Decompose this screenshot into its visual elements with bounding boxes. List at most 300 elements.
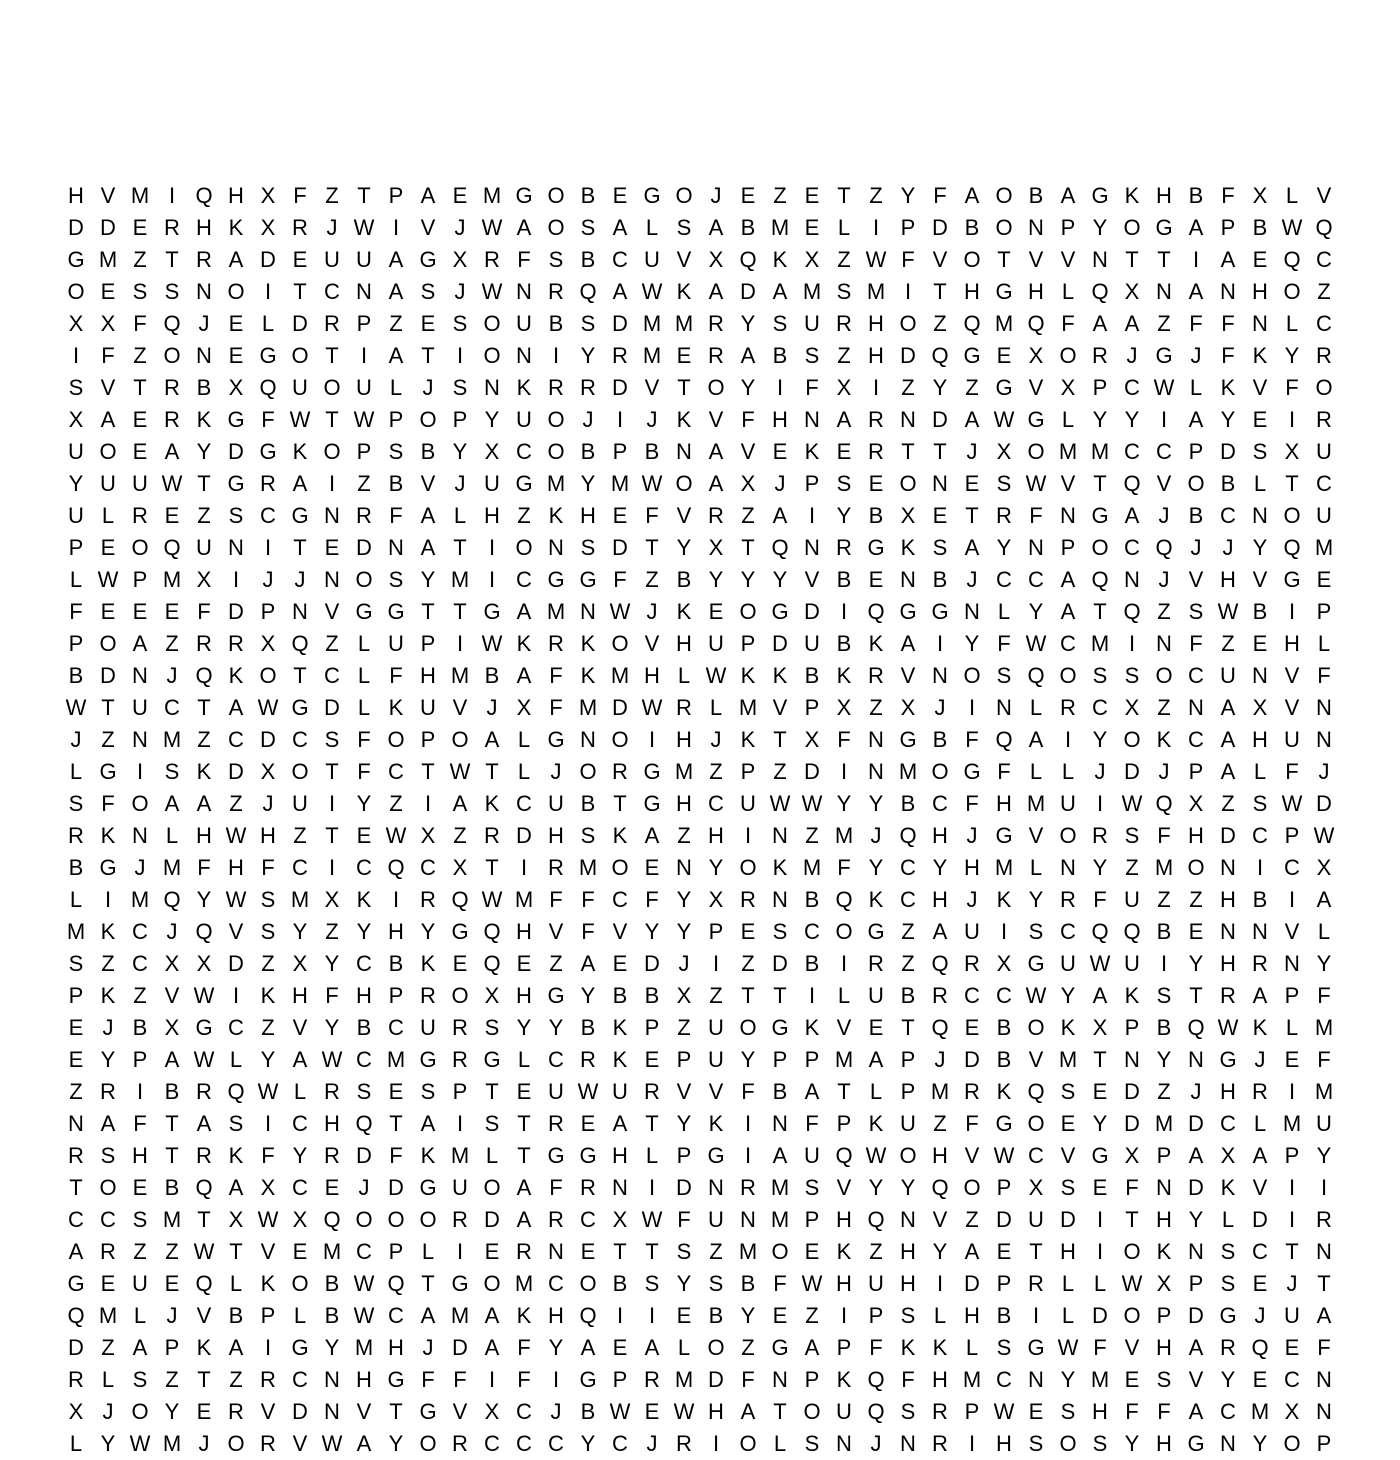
letter-cell[interactable]: S [1092, 663, 1108, 688]
letter-cell[interactable]: O [1059, 663, 1077, 688]
letter-cell[interactable]: X [1284, 1399, 1300, 1424]
letter-cell[interactable]: T [229, 1239, 243, 1264]
letter-cell[interactable]: I [488, 567, 496, 592]
letter-cell[interactable]: A [100, 407, 116, 432]
letter-cell[interactable]: O [419, 1431, 437, 1456]
letter-cell[interactable]: V [676, 503, 692, 528]
letter-cell[interactable]: O [739, 1431, 757, 1456]
letter-cell[interactable]: G [547, 1143, 565, 1168]
letter-cell[interactable]: M [578, 695, 598, 720]
letter-cell[interactable]: K [708, 1111, 724, 1136]
letter-cell[interactable]: X [708, 535, 724, 560]
letter-cell[interactable]: K [100, 983, 116, 1008]
letter-cell[interactable]: S [772, 311, 788, 336]
letter-cell[interactable]: N [1156, 1175, 1172, 1200]
letter-cell[interactable]: K [228, 1143, 244, 1168]
letter-cell[interactable]: H [324, 1111, 340, 1136]
letter-cell[interactable]: R [1316, 407, 1332, 432]
letter-cell[interactable]: H [708, 823, 724, 848]
letter-cell[interactable]: L [645, 215, 659, 240]
letter-cell[interactable]: W [1025, 631, 1047, 656]
letter-cell[interactable]: C [516, 439, 532, 464]
letter-cell[interactable]: L [1285, 183, 1299, 208]
letter-cell[interactable]: J [262, 567, 274, 592]
letter-cell[interactable]: D [1220, 823, 1236, 848]
letter-cell[interactable]: Y [1092, 407, 1108, 432]
letter-cell[interactable]: R [196, 1143, 212, 1168]
letter-cell[interactable]: Y [836, 503, 852, 528]
letter-cell[interactable]: Y [1092, 215, 1108, 240]
letter-cell[interactable]: K [772, 247, 788, 272]
letter-cell[interactable]: J [710, 183, 722, 208]
letter-cell[interactable]: F [805, 375, 819, 400]
letter-cell[interactable]: R [1252, 1079, 1268, 1104]
letter-cell[interactable]: M [770, 215, 790, 240]
letter-cell[interactable]: X [1092, 1015, 1108, 1040]
letter-cell[interactable]: I [968, 1431, 976, 1456]
letter-cell[interactable]: O [131, 791, 149, 816]
letter-cell[interactable]: P [260, 599, 276, 624]
letter-cell[interactable]: D [1092, 1303, 1108, 1328]
letter-cell[interactable]: S [804, 1431, 820, 1456]
letter-cell[interactable]: R [548, 631, 564, 656]
letter-cell[interactable]: S [996, 663, 1012, 688]
letter-cell[interactable]: C [548, 1271, 564, 1296]
letter-cell[interactable]: O [1283, 1431, 1301, 1456]
letter-cell[interactable]: T [165, 247, 179, 272]
letter-cell[interactable]: R [580, 375, 596, 400]
letter-cell[interactable]: T [421, 599, 435, 624]
letter-cell[interactable]: Y [676, 919, 692, 944]
letter-cell[interactable]: D [1124, 1079, 1140, 1104]
letter-cell[interactable]: T [453, 599, 467, 624]
letter-cell[interactable]: B [1156, 919, 1172, 944]
letter-cell[interactable]: C [804, 919, 820, 944]
letter-cell[interactable]: I [1288, 599, 1296, 624]
letter-cell[interactable]: S [452, 375, 468, 400]
letter-cell[interactable]: F [1221, 183, 1235, 208]
letter-cell[interactable]: E [836, 439, 852, 464]
letter-cell[interactable]: G [547, 727, 565, 752]
letter-cell[interactable]: G [1027, 951, 1045, 976]
letter-cell[interactable]: B [580, 439, 596, 464]
letter-cell[interactable]: E [292, 1239, 308, 1264]
letter-cell[interactable]: F [197, 855, 211, 880]
letter-cell[interactable]: R [836, 535, 852, 560]
letter-cell[interactable]: W [641, 1207, 663, 1232]
letter-cell[interactable]: L [357, 695, 371, 720]
letter-cell[interactable]: S [1092, 1431, 1108, 1456]
letter-cell[interactable]: M [290, 887, 310, 912]
letter-cell[interactable]: R [196, 631, 212, 656]
letter-cell[interactable]: S [68, 375, 84, 400]
letter-cell[interactable]: Q [387, 855, 405, 880]
letter-cell[interactable]: O [739, 855, 757, 880]
letter-cell[interactable]: I [648, 1175, 656, 1200]
letter-cell[interactable]: A [772, 279, 788, 304]
letter-cell[interactable]: J [710, 727, 722, 752]
letter-cell[interactable]: W [1281, 791, 1303, 816]
letter-cell[interactable]: A [964, 1239, 980, 1264]
letter-cell[interactable]: E [292, 247, 308, 272]
letter-cell[interactable]: A [644, 1335, 660, 1360]
letter-cell[interactable]: L [517, 727, 531, 752]
letter-cell[interactable]: A [1028, 727, 1044, 752]
letter-cell[interactable]: M [834, 1047, 854, 1072]
letter-cell[interactable]: Y [772, 567, 788, 592]
letter-cell[interactable]: I [1032, 1303, 1040, 1328]
letter-cell[interactable]: M [162, 855, 182, 880]
letter-cell[interactable]: K [836, 1239, 852, 1264]
letter-cell[interactable]: E [1092, 1175, 1108, 1200]
letter-cell[interactable]: L [933, 1303, 947, 1328]
letter-cell[interactable]: O [1283, 279, 1301, 304]
letter-cell[interactable]: T [293, 279, 307, 304]
letter-cell[interactable]: O [547, 439, 565, 464]
letter-cell[interactable]: D [228, 759, 244, 784]
letter-cell[interactable]: Z [1189, 887, 1203, 912]
letter-cell[interactable]: X [1028, 1175, 1044, 1200]
letter-cell[interactable]: E [708, 599, 724, 624]
letter-cell[interactable]: B [164, 1175, 180, 1200]
letter-cell[interactable]: C [516, 1399, 532, 1424]
letter-cell[interactable]: W [1121, 1271, 1143, 1296]
letter-cell[interactable]: Q [483, 951, 501, 976]
letter-cell[interactable]: W [193, 1047, 215, 1072]
letter-cell[interactable]: Z [197, 727, 211, 752]
letter-cell[interactable]: J [870, 823, 882, 848]
letter-cell[interactable]: R [1092, 343, 1108, 368]
letter-cell[interactable]: P [996, 1175, 1012, 1200]
letter-cell[interactable]: G [547, 983, 565, 1008]
letter-cell[interactable]: R [196, 247, 212, 272]
letter-cell[interactable]: P [356, 311, 372, 336]
letter-cell[interactable]: D [740, 279, 756, 304]
letter-cell[interactable]: X [196, 567, 212, 592]
letter-cell[interactable]: R [164, 375, 180, 400]
letter-cell[interactable]: F [677, 1207, 691, 1232]
letter-cell[interactable]: M [1154, 855, 1174, 880]
letter-cell[interactable]: P [1060, 535, 1076, 560]
letter-cell[interactable]: K [580, 631, 596, 656]
letter-cell[interactable]: F [1093, 887, 1107, 912]
letter-cell[interactable]: Z [389, 311, 403, 336]
letter-cell[interactable]: Y [868, 791, 884, 816]
letter-cell[interactable]: Y [708, 855, 724, 880]
letter-cell[interactable]: E [1316, 567, 1332, 592]
letter-cell[interactable]: E [772, 1303, 788, 1328]
letter-cell[interactable]: V [452, 695, 468, 720]
letter-cell[interactable]: T [1125, 247, 1139, 272]
letter-cell[interactable]: I [1192, 247, 1200, 272]
letter-cell[interactable]: P [772, 1047, 788, 1072]
letter-cell[interactable]: G [515, 183, 533, 208]
letter-cell[interactable]: F [645, 887, 659, 912]
letter-cell[interactable]: N [836, 1431, 852, 1456]
letter-cell[interactable]: A [516, 599, 532, 624]
letter-cell[interactable]: S [1220, 1271, 1236, 1296]
letter-cell[interactable]: X [708, 887, 724, 912]
letter-cell[interactable]: D [964, 1047, 980, 1072]
letter-cell[interactable]: W [257, 695, 279, 720]
letter-cell[interactable]: D [484, 1207, 500, 1232]
letter-cell[interactable]: Y [676, 887, 692, 912]
letter-cell[interactable]: Y [324, 1335, 340, 1360]
letter-cell[interactable]: L [1317, 919, 1331, 944]
letter-cell[interactable]: N [1060, 855, 1076, 880]
letter-cell[interactable]: K [484, 791, 500, 816]
letter-cell[interactable]: E [740, 919, 756, 944]
letter-cell[interactable]: Y [100, 1431, 116, 1456]
letter-cell[interactable]: F [293, 183, 307, 208]
letter-cell[interactable]: Z [645, 567, 659, 592]
letter-cell[interactable]: V [932, 247, 948, 272]
letter-cell[interactable]: U [804, 631, 820, 656]
letter-cell[interactable]: U [740, 791, 756, 816]
letter-cell[interactable]: R [324, 1143, 340, 1168]
letter-cell[interactable]: N [580, 727, 596, 752]
letter-cell[interactable]: X [196, 951, 212, 976]
letter-cell[interactable]: V [644, 631, 660, 656]
letter-cell[interactable]: K [612, 823, 628, 848]
letter-cell[interactable]: N [196, 343, 212, 368]
letter-cell[interactable]: C [1092, 695, 1108, 720]
letter-cell[interactable]: M [1314, 1015, 1334, 1040]
letter-cell[interactable]: H [1252, 279, 1268, 304]
letter-cell[interactable]: P [356, 439, 372, 464]
letter-cell[interactable]: J [166, 663, 178, 688]
letter-cell[interactable]: P [1284, 823, 1300, 848]
letter-cell[interactable]: H [1220, 1079, 1236, 1104]
letter-cell[interactable]: K [804, 439, 820, 464]
letter-cell[interactable]: A [612, 1111, 628, 1136]
letter-cell[interactable]: R [644, 1079, 660, 1104]
letter-cell[interactable]: J [1254, 1047, 1266, 1072]
letter-cell[interactable]: G [483, 599, 501, 624]
letter-cell[interactable]: R [420, 887, 436, 912]
letter-cell[interactable]: T [837, 1079, 851, 1104]
letter-cell[interactable]: A [1188, 279, 1204, 304]
letter-cell[interactable]: D [612, 375, 628, 400]
letter-cell[interactable]: O [291, 759, 309, 784]
letter-cell[interactable]: J [1126, 343, 1138, 368]
letter-cell[interactable]: J [1158, 503, 1170, 528]
letter-cell[interactable]: N [68, 1111, 84, 1136]
letter-cell[interactable]: C [132, 951, 148, 976]
letter-cell[interactable]: S [708, 1271, 724, 1296]
letter-cell[interactable]: J [294, 567, 306, 592]
letter-cell[interactable]: Q [1027, 1079, 1045, 1104]
letter-cell[interactable]: J [1158, 759, 1170, 784]
letter-cell[interactable]: R [868, 407, 884, 432]
letter-cell[interactable]: Y [100, 1047, 116, 1072]
letter-cell[interactable]: T [741, 983, 755, 1008]
letter-cell[interactable]: H [644, 663, 660, 688]
letter-cell[interactable]: H [356, 983, 372, 1008]
letter-cell[interactable]: N [1220, 919, 1236, 944]
letter-cell[interactable]: G [99, 855, 117, 880]
letter-cell[interactable]: P [900, 215, 916, 240]
letter-cell[interactable]: Y [836, 791, 852, 816]
letter-cell[interactable]: W [129, 1431, 151, 1456]
letter-cell[interactable]: V [260, 1399, 276, 1424]
letter-cell[interactable]: C [708, 791, 724, 816]
letter-cell[interactable]: O [899, 471, 917, 496]
letter-cell[interactable]: I [808, 503, 816, 528]
letter-cell[interactable]: A [708, 471, 724, 496]
letter-cell[interactable]: B [580, 247, 596, 272]
letter-cell[interactable]: E [452, 951, 468, 976]
letter-cell[interactable]: Z [933, 311, 947, 336]
letter-cell[interactable]: X [420, 823, 436, 848]
letter-cell[interactable]: Y [1220, 1367, 1236, 1392]
letter-cell[interactable]: G [1091, 1143, 1109, 1168]
letter-cell[interactable]: U [516, 311, 532, 336]
letter-cell[interactable]: P [388, 407, 404, 432]
letter-cell[interactable]: F [389, 1143, 403, 1168]
letter-cell[interactable]: N [1316, 1239, 1332, 1264]
letter-cell[interactable]: V [836, 1175, 852, 1200]
letter-cell[interactable]: Q [771, 535, 789, 560]
letter-cell[interactable]: D [804, 599, 820, 624]
letter-cell[interactable]: C [292, 855, 308, 880]
letter-cell[interactable]: T [1125, 1207, 1139, 1232]
letter-cell[interactable]: A [388, 247, 404, 272]
letter-cell[interactable]: A [964, 183, 980, 208]
letter-cell[interactable]: D [1316, 791, 1332, 816]
letter-cell[interactable]: U [100, 471, 116, 496]
letter-cell[interactable]: K [868, 1111, 884, 1136]
letter-cell[interactable]: P [676, 1047, 692, 1072]
letter-cell[interactable]: T [517, 1111, 531, 1136]
letter-cell[interactable]: I [1096, 1239, 1104, 1264]
letter-cell[interactable]: J [1190, 1079, 1202, 1104]
letter-cell[interactable]: E [1252, 407, 1268, 432]
letter-cell[interactable]: S [452, 311, 468, 336]
letter-cell[interactable]: G [867, 535, 885, 560]
letter-cell[interactable]: C [516, 1431, 532, 1456]
letter-cell[interactable]: D [260, 727, 276, 752]
letter-cell[interactable]: T [933, 279, 947, 304]
letter-cell[interactable]: O [387, 1207, 405, 1232]
letter-cell[interactable]: G [227, 471, 245, 496]
letter-cell[interactable]: S [900, 1303, 916, 1328]
letter-cell[interactable]: Z [1157, 599, 1171, 624]
letter-cell[interactable]: E [100, 279, 116, 304]
letter-cell[interactable]: P [644, 1015, 660, 1040]
letter-cell[interactable]: T [325, 343, 339, 368]
letter-cell[interactable]: B [68, 663, 84, 688]
letter-cell[interactable]: U [1028, 1207, 1044, 1232]
letter-cell[interactable]: U [1316, 1111, 1332, 1136]
letter-cell[interactable]: O [1059, 343, 1077, 368]
letter-cell[interactable]: B [644, 983, 660, 1008]
letter-cell[interactable]: R [1092, 823, 1108, 848]
letter-cell[interactable]: B [1252, 887, 1268, 912]
letter-cell[interactable]: K [260, 1271, 276, 1296]
letter-cell[interactable]: P [900, 1047, 916, 1072]
letter-cell[interactable]: E [868, 471, 884, 496]
letter-cell[interactable]: V [324, 599, 340, 624]
letter-cell[interactable]: E [228, 343, 244, 368]
letter-cell[interactable]: P [836, 1111, 852, 1136]
letter-cell[interactable]: Q [451, 887, 469, 912]
letter-cell[interactable]: H [996, 791, 1012, 816]
letter-cell[interactable]: X [1124, 695, 1140, 720]
letter-cell[interactable]: K [1124, 983, 1140, 1008]
letter-cell[interactable]: M [610, 471, 630, 496]
letter-cell[interactable]: K [932, 1335, 948, 1360]
letter-cell[interactable]: I [776, 375, 784, 400]
letter-cell[interactable]: I [1128, 631, 1136, 656]
letter-cell[interactable]: I [328, 471, 336, 496]
letter-cell[interactable]: A [580, 1335, 596, 1360]
letter-cell[interactable]: V [1060, 471, 1076, 496]
letter-cell[interactable]: Z [901, 375, 915, 400]
letter-cell[interactable]: I [936, 631, 944, 656]
letter-cell[interactable]: C [612, 1431, 628, 1456]
letter-cell[interactable]: S [132, 1367, 148, 1392]
letter-cell[interactable]: A [1060, 567, 1076, 592]
letter-cell[interactable]: B [484, 663, 500, 688]
letter-cell[interactable]: T [293, 535, 307, 560]
letter-cell[interactable]: K [1060, 1015, 1076, 1040]
letter-cell[interactable]: Y [548, 1015, 564, 1040]
letter-cell[interactable]: D [1060, 1207, 1076, 1232]
letter-cell[interactable]: J [1158, 567, 1170, 592]
letter-cell[interactable]: J [646, 599, 658, 624]
letter-cell[interactable]: Y [740, 567, 756, 592]
letter-cell[interactable]: M [1314, 1079, 1334, 1104]
letter-cell[interactable]: J [1190, 535, 1202, 560]
letter-cell[interactable]: F [549, 887, 563, 912]
letter-cell[interactable]: A [484, 727, 500, 752]
letter-cell[interactable]: A [1124, 311, 1140, 336]
letter-cell[interactable]: M [674, 1367, 694, 1392]
letter-cell[interactable]: N [1316, 695, 1332, 720]
letter-cell[interactable]: C [1316, 311, 1332, 336]
letter-cell[interactable]: S [132, 279, 148, 304]
letter-cell[interactable]: G [867, 919, 885, 944]
letter-cell[interactable]: C [996, 1367, 1012, 1392]
letter-cell[interactable]: N [1124, 1047, 1140, 1072]
letter-cell[interactable]: E [1092, 1079, 1108, 1104]
letter-cell[interactable]: G [195, 1015, 213, 1040]
letter-cell[interactable]: A [1060, 183, 1076, 208]
letter-cell[interactable]: Y [420, 919, 436, 944]
letter-cell[interactable]: P [740, 759, 756, 784]
letter-cell[interactable]: K [1220, 1175, 1236, 1200]
letter-cell[interactable]: Z [165, 631, 179, 656]
letter-cell[interactable]: N [676, 855, 692, 880]
letter-cell[interactable]: C [164, 695, 180, 720]
letter-cell[interactable]: K [292, 439, 308, 464]
letter-cell[interactable]: Z [1157, 1079, 1171, 1104]
letter-cell[interactable]: L [1061, 759, 1075, 784]
letter-cell[interactable]: E [484, 1239, 500, 1264]
letter-cell[interactable]: F [837, 855, 851, 880]
letter-cell[interactable]: E [420, 311, 436, 336]
letter-cell[interactable]: E [772, 439, 788, 464]
letter-cell[interactable]: E [580, 1239, 596, 1264]
letter-cell[interactable]: C [580, 1207, 596, 1232]
letter-cell[interactable]: Q [1155, 535, 1173, 560]
letter-cell[interactable]: Q [195, 919, 213, 944]
letter-cell[interactable]: O [291, 1271, 309, 1296]
letter-cell[interactable]: Q [579, 279, 597, 304]
letter-cell[interactable]: K [1220, 375, 1236, 400]
letter-cell[interactable]: E [516, 1079, 532, 1104]
